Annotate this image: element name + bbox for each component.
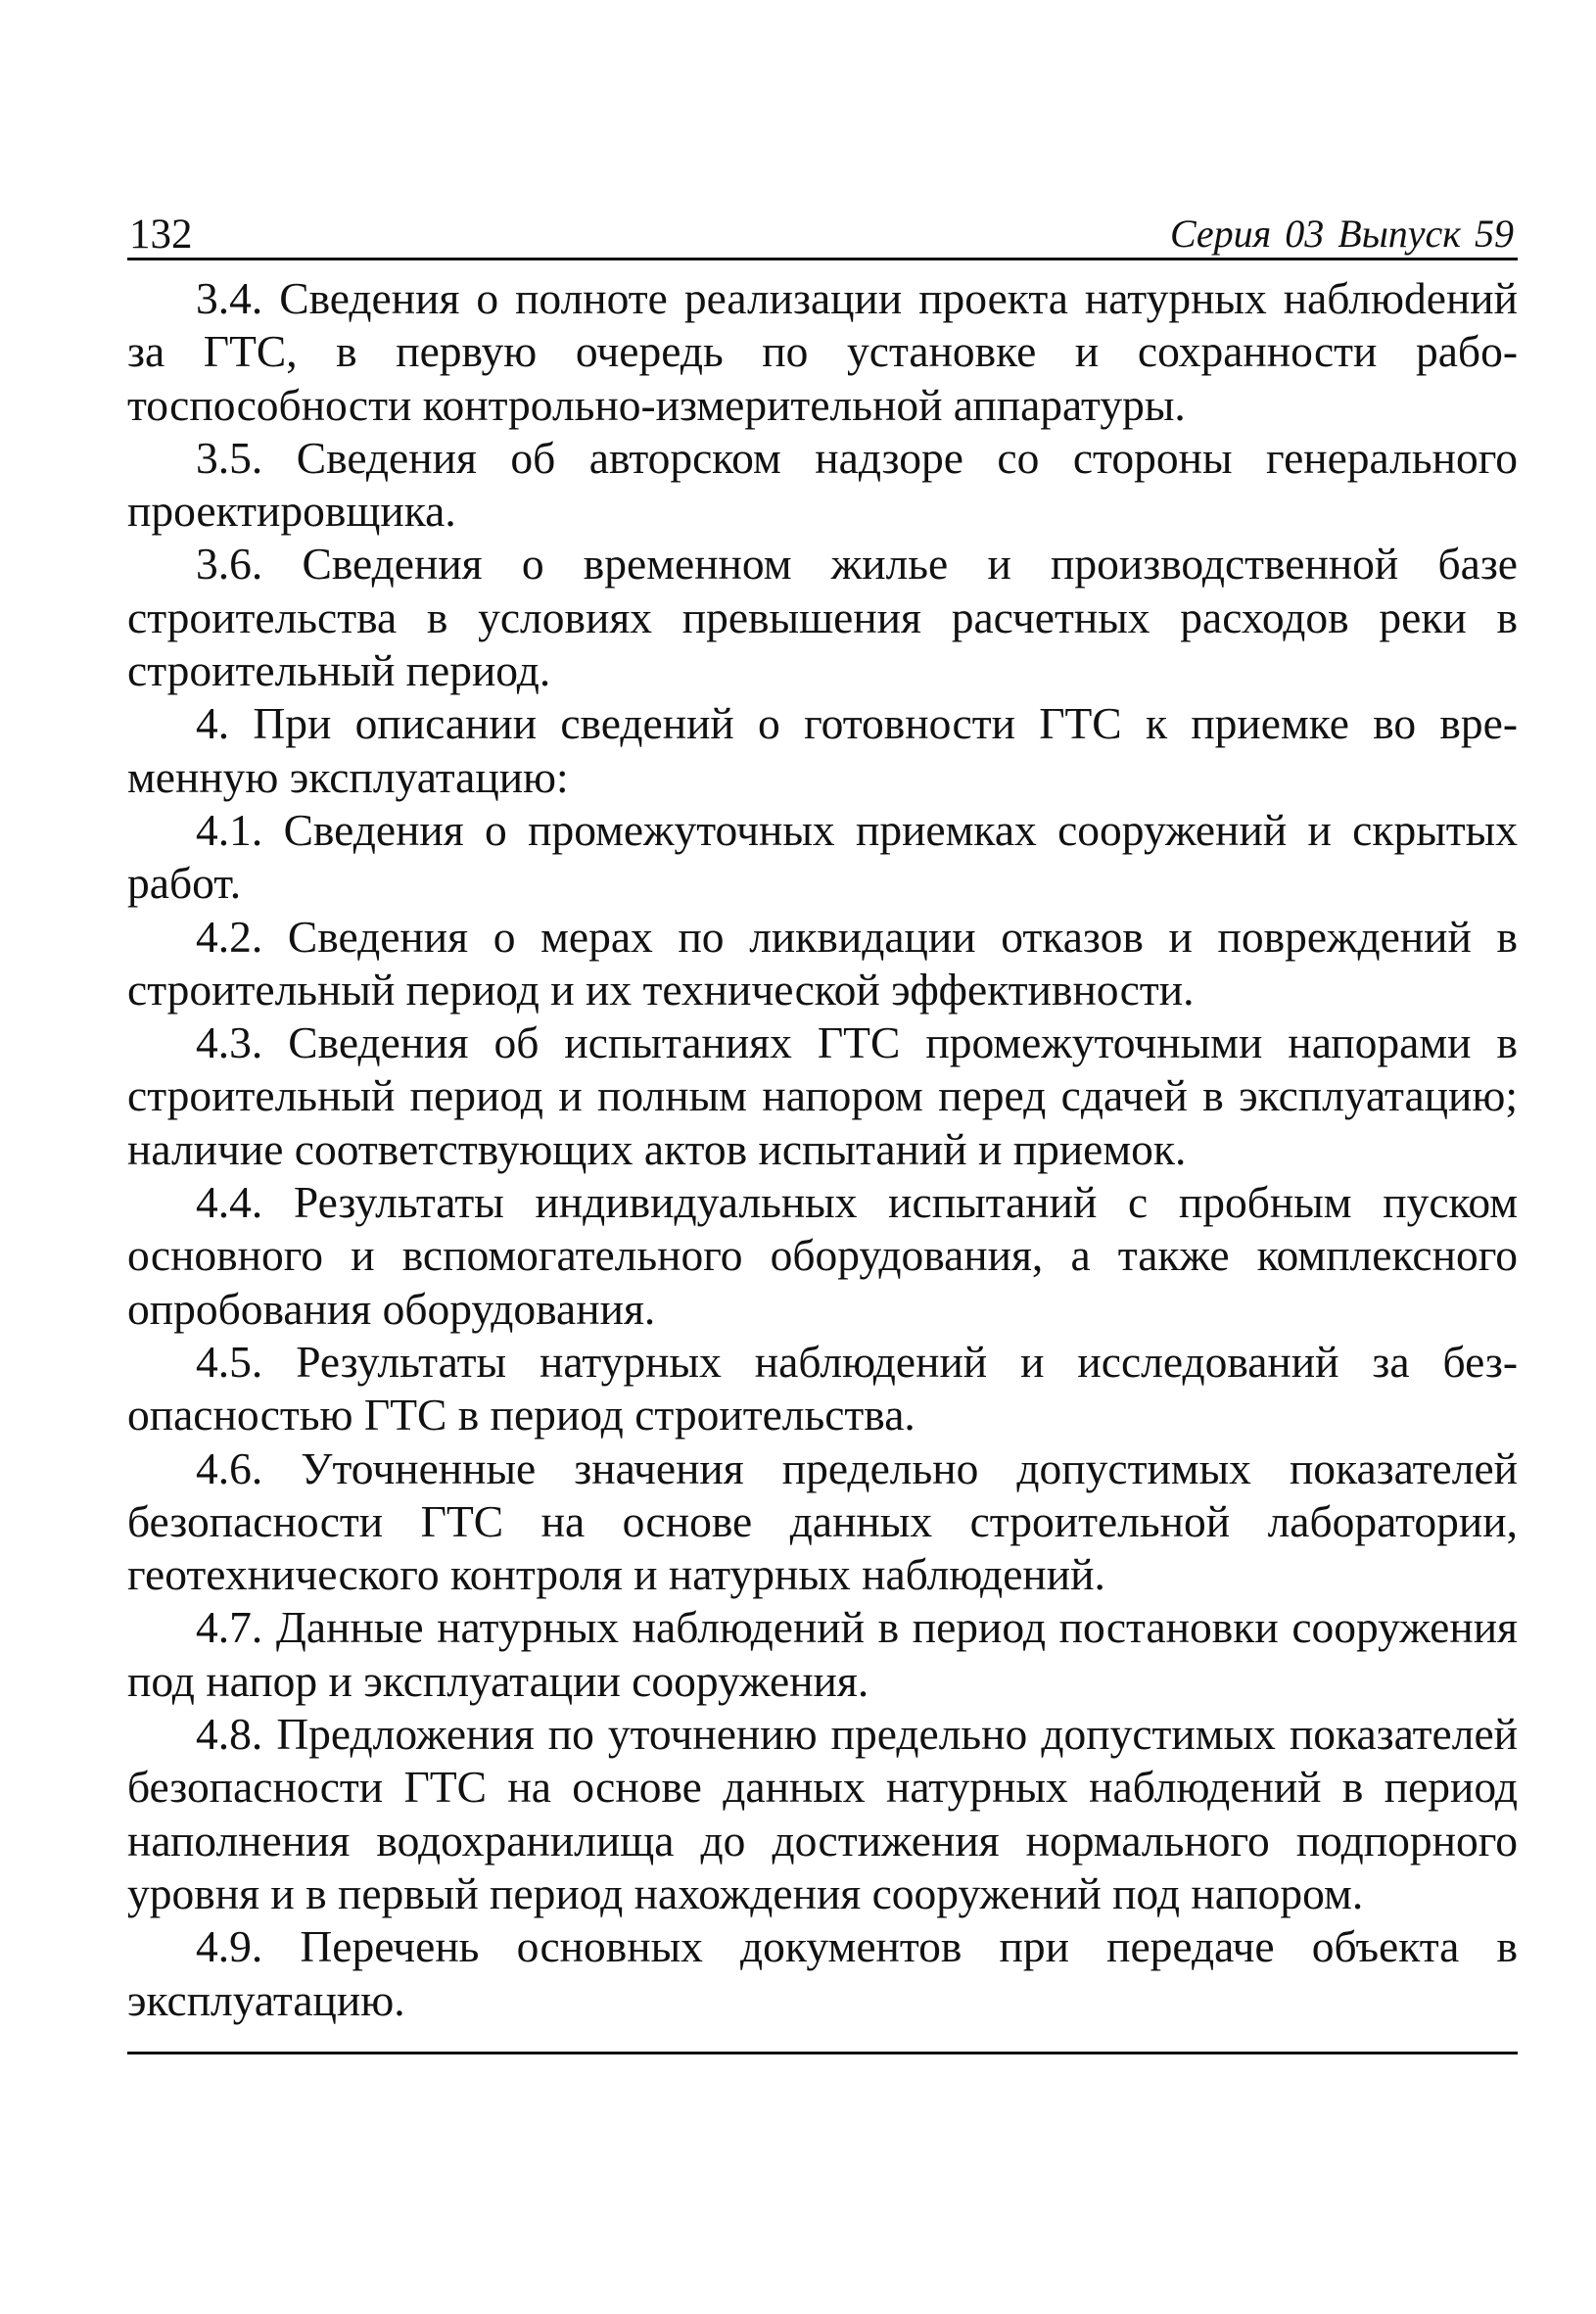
paragraph-4: 4. При описании сведений о готовности ГТС к приемке во временную эксплуатацию: <box>127 698 1518 802</box>
paragraph-4-2: 4.2. Сведения о мерах по ликвидации отказов и повреждений в строительный период и их технической эффективности. <box>127 911 1518 1015</box>
paragraph-4-7: 4.7. Данные натурных наблюдений в период постановки сооружения под напор и эксплуатации сооружения. <box>127 1602 1518 1706</box>
paragraph-4-6: 4.6. Уточненные значения предельно допустимых показателей безопасности ГТС на основе данных строительной лаборатории, геотехнического контроля и натурных наблюдений. <box>127 1442 1518 1600</box>
paragraph-4-9: 4.9. Перечень основных документов при передаче объекта в эксплуатацию. <box>127 1921 1518 2025</box>
paragraph-3-5: 3.5. Сведения об авторском надзоре со стороны генерального проектировщика. <box>127 432 1518 537</box>
paragraph-4-1: 4.1. Сведения о промежуточных приемках сооружений и скрытых работ. <box>127 804 1518 909</box>
body-text <box>127 272 1518 2027</box>
footer-rule <box>127 2052 1518 2054</box>
paragraph-4-3: 4.3. Сведения об испытаниях ГТС промежуточными напорами в строительный период и полным напором перед сдачей в эксплуатацию; наличие соответствующих актов испытаний и приемок. <box>127 1017 1518 1174</box>
paragraph-4-4: 4.4. Результаты индивидуальных испытаний с пробным пуском основного и вспомогательного оборудования, а также комплексного опробования оборудования. <box>127 1177 1518 1334</box>
running-title: Серия 03 Выпуск 59 <box>1169 212 1514 256</box>
paragraph-4-8: 4.8. Предложения по уточнению предельно допустимых показателей безопасности ГТС на основе данных натурных наблюдений в период наполнения водохранилища до достижения нормального подпорного уровня и в первый период нахождения сооружений под напором. <box>127 1709 1518 1918</box>
page-number: 132 <box>129 212 193 258</box>
document-page <box>127 201 1518 2027</box>
paragraph-3-4: 3.4. Сведения о полноте реализации проекта натурных наблюdений за ГТС, в первую очередь по установке и сохранности работоспособности контрольно-измерительной аппаратуры. <box>127 273 1518 430</box>
paragraph-4-5: 4.5. Результаты натурных наблюдений и исследований за безопасностью ГТС в период строительства. <box>127 1336 1518 1440</box>
page-header <box>127 201 1518 260</box>
paragraph-3-6: 3.6. Сведения о временном жилье и производственной базе строительства в условиях превышения расчетных расходов реки в строительный период. <box>127 539 1518 696</box>
